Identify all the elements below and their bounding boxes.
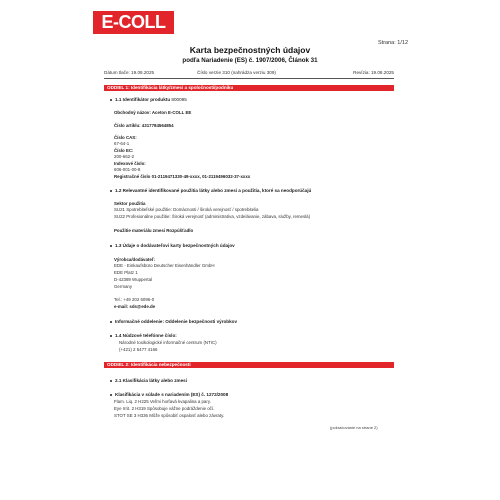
- subsection-2-1: 2.1 Klasifikácia látky alebo zmesi: [110, 378, 187, 383]
- bullet-icon: [110, 99, 112, 101]
- version-number: Číslo verzie 310 (nahrádza verziu 309): [197, 70, 276, 75]
- article-number: Číslo artiklu: 4317784564854: [114, 123, 174, 128]
- emergency-phone: (+421) 2 5477 4166: [119, 347, 158, 352]
- material-usage: Použitie materiálu zmesi Rozpúšťadlo: [114, 228, 194, 233]
- emergency-center: Národné toxikologické informačné centrum (NTIC): [119, 340, 217, 345]
- bullet-icon: [110, 394, 112, 396]
- telephone: Tel.: +49 202 6096-0: [114, 297, 155, 302]
- ec-label: Číslo EC:: [114, 148, 134, 153]
- bullet-icon: [110, 245, 112, 247]
- bullet-icon: [110, 380, 112, 382]
- company-logo: E-COLL: [93, 11, 174, 34]
- manufacturer-line: Germany: [114, 284, 133, 289]
- sector-su22: SU22 Profesionálne použitie: Široká verejnosť (administratíva, vzdelávanie, zábava, služby, remeslá): [114, 214, 311, 219]
- registration-number: Registračné číslo 01-2119471330-49-xxxx, 01-2119496032-37-xxxx: [114, 174, 251, 179]
- continuation-note: (pokračovanie na strane 2): [330, 425, 378, 430]
- subsection-1-1: 1.1 Identifikátor produktu 800095: [110, 97, 187, 102]
- subsection-1-3: 1.3 Údaje o dodávateľovi karty bezpečnostných údajov: [110, 243, 235, 248]
- hazard-class: Eye Irrit. 2 H319 Spôsobuje vážne podráždenie očí.: [114, 406, 215, 411]
- hazard-class: Flam. Liq. 2 H225 Veľmi horľavá kvapalina a pary.: [114, 399, 211, 404]
- bullet-icon: [110, 321, 112, 323]
- trade-name: Obchodný názov: Aceton E-COLL EE: [114, 110, 192, 115]
- manufacturer-line: D-42389 Wuppertal: [114, 277, 152, 282]
- bullet-icon: [110, 190, 112, 192]
- index-label: Indexové číslo:: [114, 161, 146, 166]
- hazard-class: STOT SE 3 H336 Môže spôsobiť ospalosť alebo závraty.: [114, 413, 225, 418]
- header-divider: [104, 78, 394, 79]
- manufacturer-line: EDE Platz 1: [114, 270, 138, 275]
- revision-date: Revízia: 19.08.2025: [353, 70, 394, 75]
- info-department: Informačné oddelenie: Oddelenie bezpečnosti výrobkov: [110, 319, 237, 324]
- document-subtitle: podľa Nariadenie (ES) č. 1907/2006, Článok 31: [182, 57, 318, 64]
- subsection-1-2: 1.2 Relevantné identifikované použitia látky alebo zmesi a použitia, ktoré sa neodporúčajú: [110, 188, 311, 193]
- email-link[interactable]: e-mail: sds@ede.de: [114, 304, 156, 309]
- cas-number: 67-64-1: [114, 141, 130, 146]
- sector-label: Sektor použitia: [114, 201, 146, 206]
- manufacturer-line: EDE - Einkaufsbüro Deutscher Eisenhändler GmbH: [114, 263, 215, 268]
- index-number: 606-001-00-8: [114, 167, 141, 172]
- subsection-1-4: 1.4 Núdzové telefónne číslo:: [110, 333, 177, 338]
- section-2-header: ODDIEL 2: Identifikácia nebezpečnosti: [104, 362, 394, 368]
- section-1-header: ODDIEL 1: Identifikácia látky/zmesi a spoločnosti/podniku: [104, 85, 394, 91]
- manufacturer-label: Výrobca/dodávateľ:: [114, 257, 155, 262]
- page-number: Strana: 1/12: [378, 40, 408, 46]
- document-title: Karta bezpečnostných údajov: [189, 45, 311, 55]
- classification-regulation: Klasifikácia v súlade s nariadením (ES) č. 1272/2008: [110, 392, 228, 397]
- cas-label: Číslo CAS:: [114, 135, 137, 140]
- print-date: Dátum tlače: 19.08.2025: [104, 70, 155, 75]
- ec-number: 200-662-2: [114, 154, 135, 159]
- bullet-icon: [110, 335, 112, 337]
- sector-su21: SU21 Spotrebiteľské použitie: Domácnosti / široká verejnosť / spotrebitelia: [114, 207, 259, 212]
